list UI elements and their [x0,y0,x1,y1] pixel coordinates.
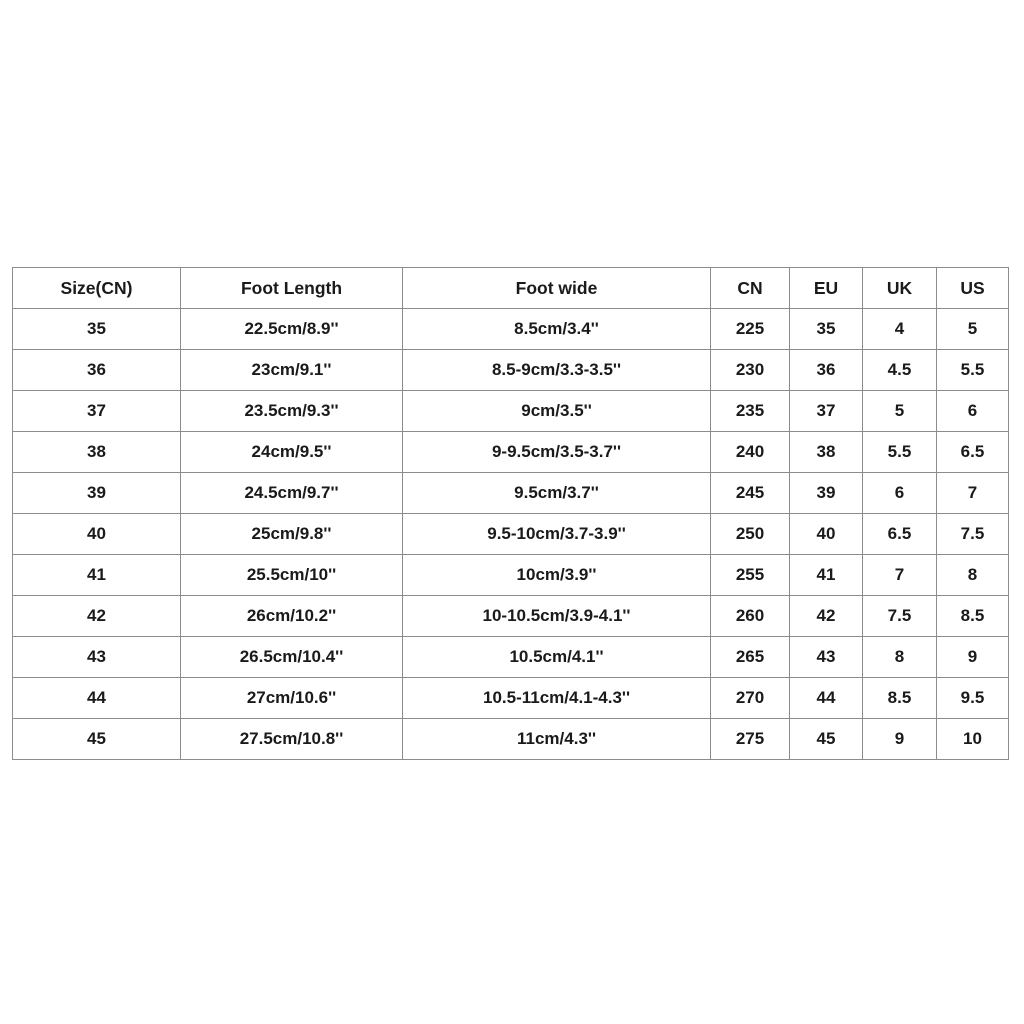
cell-foot-length: 25.5cm/10'' [181,555,403,596]
table-row [13,719,1009,760]
cell-size-cn: 38 [13,432,181,473]
column-header-foot-wide: Foot wide [403,268,711,309]
cell-foot-wide: 9-9.5cm/3.5-3.7'' [403,432,711,473]
header-row [13,268,1009,309]
cell-foot-length: 24.5cm/9.7'' [181,473,403,514]
column-header-foot-length: Foot Length [181,268,403,309]
table-row [13,637,1009,678]
cell-size-cn: 45 [13,719,181,760]
cell-us: 5 [937,309,1009,350]
table-row [13,473,1009,514]
cell-cn: 275 [711,719,790,760]
table-row [13,678,1009,719]
cell-eu: 42 [790,596,863,637]
cell-cn: 270 [711,678,790,719]
cell-cn: 265 [711,637,790,678]
cell-cn: 230 [711,350,790,391]
table-row [13,596,1009,637]
cell-size-cn: 35 [13,309,181,350]
cell-us: 10 [937,719,1009,760]
table-row [13,309,1009,350]
cell-eu: 38 [790,432,863,473]
cell-cn: 240 [711,432,790,473]
column-header-eu: EU [790,268,863,309]
cell-foot-length: 24cm/9.5'' [181,432,403,473]
cell-cn: 225 [711,309,790,350]
cell-us: 9 [937,637,1009,678]
cell-foot-wide: 10cm/3.9'' [403,555,711,596]
table-row [13,514,1009,555]
cell-us: 5.5 [937,350,1009,391]
cell-foot-wide: 9.5-10cm/3.7-3.9'' [403,514,711,555]
cell-eu: 35 [790,309,863,350]
cell-eu: 40 [790,514,863,555]
column-header-size-cn: Size(CN) [13,268,181,309]
cell-foot-wide: 10.5cm/4.1'' [403,637,711,678]
cell-us: 6 [937,391,1009,432]
cell-cn: 255 [711,555,790,596]
cell-size-cn: 37 [13,391,181,432]
cell-us: 9.5 [937,678,1009,719]
cell-size-cn: 40 [13,514,181,555]
cell-eu: 43 [790,637,863,678]
column-header-us: US [937,268,1009,309]
cell-uk: 4 [863,309,937,350]
cell-foot-wide: 10-10.5cm/3.9-4.1'' [403,596,711,637]
column-header-uk: UK [863,268,937,309]
cell-uk: 9 [863,719,937,760]
cell-size-cn: 39 [13,473,181,514]
cell-us: 6.5 [937,432,1009,473]
cell-eu: 39 [790,473,863,514]
cell-eu: 45 [790,719,863,760]
cell-uk: 7.5 [863,596,937,637]
cell-eu: 37 [790,391,863,432]
cell-foot-wide: 11cm/4.3'' [403,719,711,760]
cell-foot-length: 23.5cm/9.3'' [181,391,403,432]
cell-foot-wide: 9.5cm/3.7'' [403,473,711,514]
cell-foot-wide: 8.5cm/3.4'' [403,309,711,350]
cell-eu: 44 [790,678,863,719]
cell-uk: 8.5 [863,678,937,719]
cell-uk: 8 [863,637,937,678]
table-body [13,309,1009,760]
cell-cn: 250 [711,514,790,555]
column-header-cn: CN [711,268,790,309]
cell-us: 8 [937,555,1009,596]
cell-foot-length: 27.5cm/10.8'' [181,719,403,760]
cell-eu: 41 [790,555,863,596]
cell-uk: 6 [863,473,937,514]
cell-cn: 235 [711,391,790,432]
cell-foot-wide: 9cm/3.5'' [403,391,711,432]
cell-size-cn: 42 [13,596,181,637]
cell-uk: 6.5 [863,514,937,555]
cell-us: 8.5 [937,596,1009,637]
cell-cn: 245 [711,473,790,514]
table-row [13,391,1009,432]
cell-foot-wide: 8.5-9cm/3.3-3.5'' [403,350,711,391]
cell-us: 7 [937,473,1009,514]
cell-size-cn: 44 [13,678,181,719]
cell-uk: 4.5 [863,350,937,391]
cell-uk: 5 [863,391,937,432]
size-chart-table [12,267,1009,760]
cell-size-cn: 36 [13,350,181,391]
table-row [13,555,1009,596]
cell-us: 7.5 [937,514,1009,555]
cell-foot-length: 22.5cm/8.9'' [181,309,403,350]
cell-foot-wide: 10.5-11cm/4.1-4.3'' [403,678,711,719]
cell-eu: 36 [790,350,863,391]
cell-cn: 260 [711,596,790,637]
cell-foot-length: 27cm/10.6'' [181,678,403,719]
cell-foot-length: 26cm/10.2'' [181,596,403,637]
table-row [13,350,1009,391]
cell-size-cn: 43 [13,637,181,678]
cell-foot-length: 23cm/9.1'' [181,350,403,391]
table-row [13,432,1009,473]
cell-foot-length: 25cm/9.8'' [181,514,403,555]
cell-uk: 7 [863,555,937,596]
cell-foot-length: 26.5cm/10.4'' [181,637,403,678]
cell-uk: 5.5 [863,432,937,473]
cell-size-cn: 41 [13,555,181,596]
